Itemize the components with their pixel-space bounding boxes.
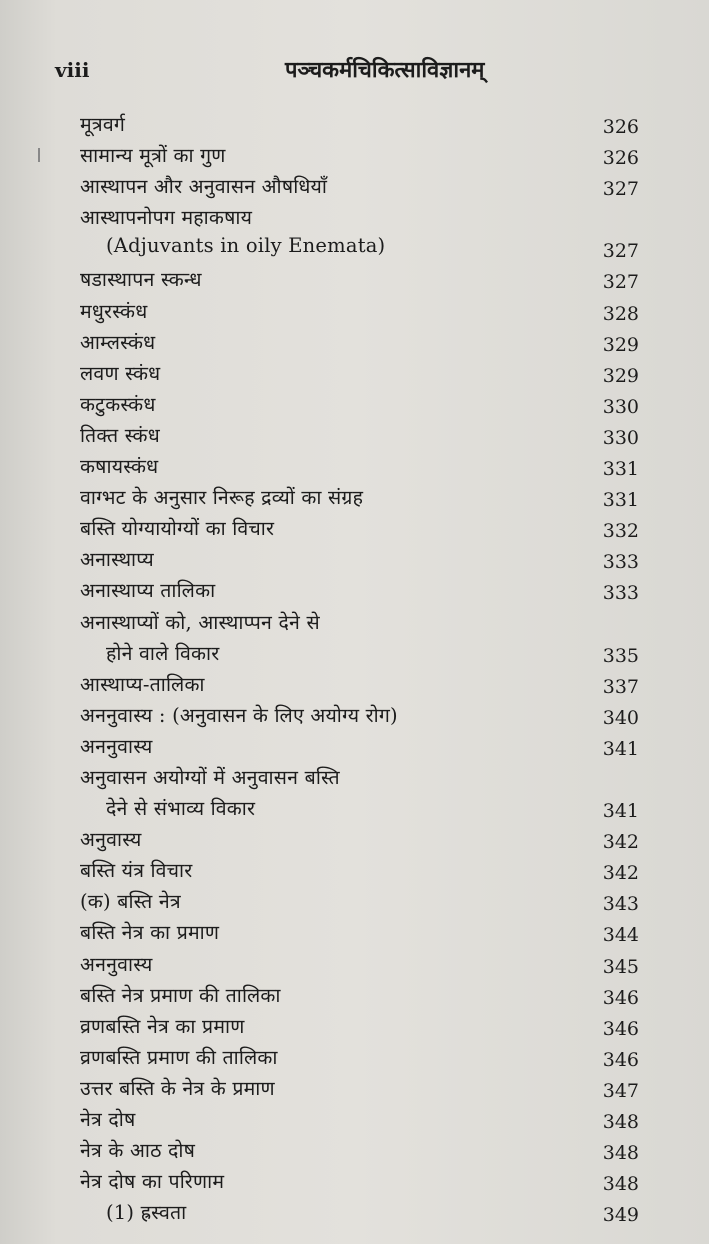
- toc-entry-label: अननुवास्य : (अनुवासन के लिए अयोग्य रोग): [80, 703, 398, 727]
- toc-entry-page: 346: [602, 1017, 639, 1040]
- toc-entry: [0, 1196, 709, 1227]
- toc-entry-label: बस्ति यंत्र विचार: [80, 859, 193, 883]
- page-header: [55, 58, 669, 88]
- toc-entry-label: अनास्थाप्यों को, आस्थाप्पन देने से: [80, 610, 320, 634]
- toc-entry: [0, 1103, 709, 1134]
- toc-entry-label: आस्थापनोपग महाकषाय: [80, 206, 253, 230]
- toc-entry-label: देने से संभाव्य विकार: [106, 797, 256, 821]
- toc-entry: [0, 885, 709, 916]
- toc-entry-label: वाग्भट के अनुसार निरूह द्रव्यों का संग्रह: [80, 486, 364, 510]
- toc-entry-page: 344: [602, 924, 639, 947]
- toc-entry-label: अनास्थाप्य: [80, 548, 154, 572]
- toc-entry-label: आम्लस्कंध: [80, 330, 156, 354]
- toc-entry-page: 348: [602, 1142, 639, 1165]
- toc-entry: [0, 543, 709, 574]
- toc-entry: [0, 637, 709, 668]
- toc-entry: [0, 512, 709, 543]
- toc-entry: [0, 761, 709, 792]
- toc-entry-label: तिक्त स्कंध: [80, 423, 160, 447]
- toc-entry: [0, 1072, 709, 1103]
- toc-entry: [0, 232, 709, 263]
- toc-entry: [0, 295, 709, 326]
- toc-entry: [0, 450, 709, 481]
- toc-entry-page: 332: [602, 520, 639, 543]
- toc-entry-page: 341: [602, 737, 639, 760]
- toc-entry: [0, 1134, 709, 1165]
- toc-entry: [0, 574, 709, 605]
- toc-entry-page: 329: [602, 333, 639, 356]
- toc-entry-label: अनुवासन अयोग्यों में अनुवासन बस्ति: [80, 765, 340, 789]
- page-number: viii: [55, 58, 90, 82]
- toc-entry-page: 343: [602, 893, 639, 916]
- table-of-contents: [0, 108, 709, 1227]
- toc-entry-page: 340: [602, 706, 639, 729]
- toc-entry-label: बस्ति योग्यायोग्यों का विचार: [80, 517, 275, 541]
- toc-entry: [0, 170, 709, 201]
- toc-entry-label: कषायस्कंध: [80, 455, 159, 479]
- toc-entry: [0, 108, 709, 139]
- toc-entry-page: 330: [602, 426, 639, 449]
- toc-entry-page: 346: [602, 986, 639, 1009]
- toc-entry-label: (क) बस्ति नेत्र: [80, 890, 181, 914]
- toc-entry-label: आस्थापन और अनुवासन औषधियाँ: [80, 175, 328, 199]
- toc-entry: [0, 1165, 709, 1196]
- toc-entry: [0, 263, 709, 294]
- toc-entry-label: लवण स्कंध: [80, 361, 161, 385]
- toc-entry-label: अननुवास्य: [80, 952, 153, 976]
- toc-entry-page: 348: [602, 1111, 639, 1133]
- toc-entry-label: अनास्थाप्य तालिका: [80, 579, 216, 603]
- toc-entry-label: (1) ह्रस्वता: [106, 1201, 187, 1225]
- toc-entry: [0, 854, 709, 885]
- toc-entry-page: 331: [602, 458, 639, 481]
- toc-entry-page: 347: [602, 1079, 639, 1102]
- toc-entry: [0, 606, 709, 637]
- toc-entry-page: 327: [602, 271, 639, 294]
- toc-entry-label: (Adjuvants in oily Enemata): [106, 234, 386, 258]
- toc-entry-label: नेत्र दोष: [80, 1108, 136, 1131]
- toc-entry-page: 349: [602, 1204, 639, 1227]
- toc-entry-page: 346: [602, 1048, 639, 1071]
- toc-entry-page: 326: [602, 116, 639, 138]
- toc-entry-label: उत्तर बस्ति के नेत्र के प्रमाण: [80, 1076, 275, 1100]
- toc-entry-label: व्रणबस्ति प्रमाण की तालिका: [80, 1045, 278, 1069]
- toc-entry-label: बस्ति नेत्र का प्रमाण: [80, 921, 220, 945]
- toc-entry: [0, 730, 709, 761]
- toc-entry: [0, 1041, 709, 1072]
- toc-entry: [0, 979, 709, 1010]
- toc-entry-page: 333: [602, 551, 639, 574]
- toc-entry-page: 329: [602, 364, 639, 387]
- toc-entry-label: मूत्रवर्ग: [80, 113, 126, 136]
- toc-entry-page: 348: [602, 1173, 639, 1196]
- toc-entry: [0, 481, 709, 512]
- toc-entry: [0, 668, 709, 699]
- toc-entry: [0, 823, 709, 854]
- book-title: पञ्चकर्मचिकित्साविज्ञानम्: [285, 57, 485, 83]
- toc-entry-page: 341: [602, 800, 639, 823]
- toc-entry: [0, 916, 709, 947]
- toc-entry: [0, 1010, 709, 1041]
- toc-entry-page: 342: [602, 831, 639, 854]
- toc-entry-page: 328: [602, 302, 639, 325]
- toc-entry-label: नेत्र के आठ दोष: [80, 1139, 196, 1163]
- toc-entry-page: 342: [602, 862, 639, 885]
- toc-entry-page: 327: [602, 240, 639, 263]
- toc-entry-page: 330: [602, 395, 639, 418]
- toc-entry: [0, 388, 709, 419]
- toc-entry: [0, 792, 709, 823]
- toc-entry-page: 337: [602, 675, 639, 698]
- toc-entry-label: व्रणबस्ति नेत्र का प्रमाण: [80, 1014, 245, 1038]
- toc-entry: [0, 139, 709, 170]
- toc-entry: [0, 419, 709, 450]
- toc-entry-page: 326: [602, 147, 639, 170]
- toc-entry: [0, 326, 709, 357]
- toc-entry-label: नेत्र दोष का परिणाम: [80, 1170, 225, 1194]
- toc-entry-page: 327: [602, 178, 639, 201]
- toc-entry-label: बस्ति नेत्र प्रमाण की तालिका: [80, 983, 281, 1007]
- toc-entry-label: अननुवास्य: [80, 734, 153, 758]
- toc-entry-label: अनुवास्य: [80, 828, 142, 852]
- toc-entry: [0, 357, 709, 388]
- toc-entry-label: आस्थाप्य-तालिका: [80, 672, 205, 696]
- toc-entry-page: 335: [602, 644, 639, 667]
- toc-entry-label: होने वाले विकार: [106, 641, 220, 665]
- toc-entry-page: 345: [602, 955, 639, 978]
- toc-entry: [0, 699, 709, 730]
- toc-entry: [0, 201, 709, 232]
- toc-entry-page: 331: [602, 489, 639, 512]
- toc-entry-label: सामान्य मूत्रों का गुण: [80, 144, 226, 168]
- toc-entry-label: मधुरस्कंध: [80, 299, 148, 323]
- toc-entry-label: षडास्थापन स्कन्ध: [80, 268, 202, 292]
- toc-entry: [0, 948, 709, 979]
- toc-entry-page: 333: [602, 582, 639, 605]
- toc-entry-label: कटुकस्कंध: [80, 392, 156, 416]
